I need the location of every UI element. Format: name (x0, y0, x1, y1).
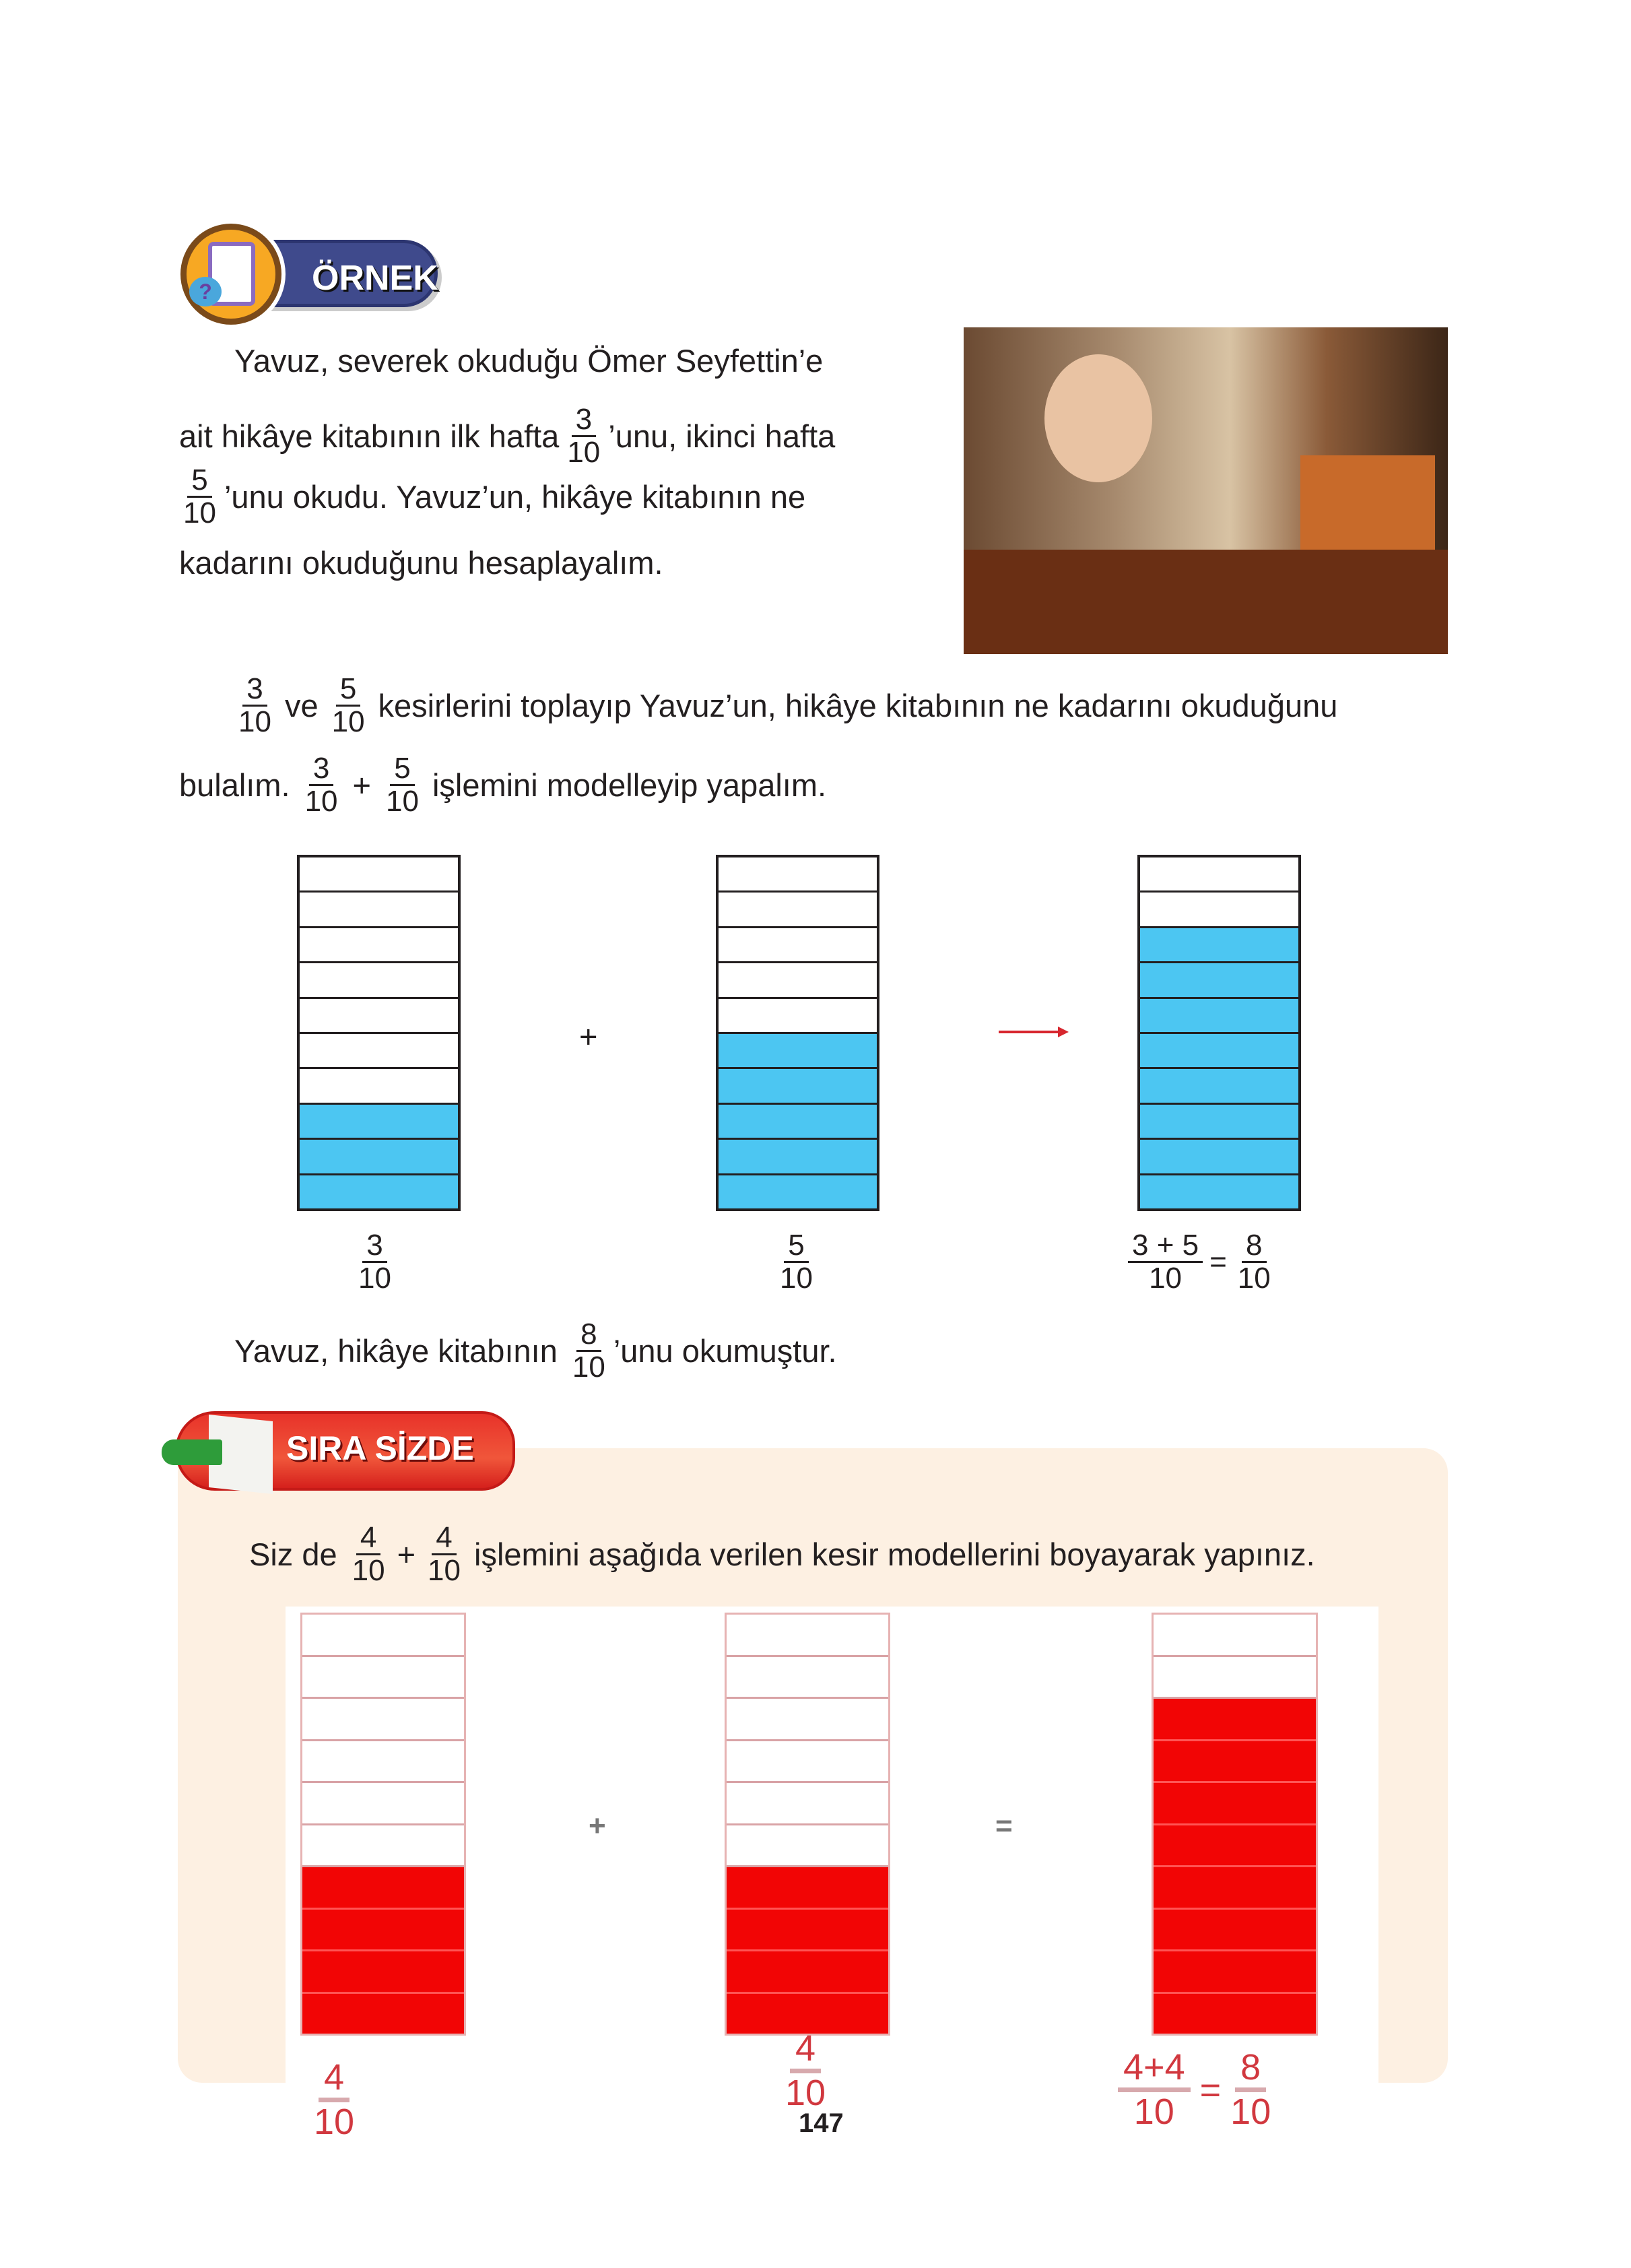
red-fraction-model-bar (1152, 1613, 1318, 2036)
shaded-cell (300, 1140, 458, 1175)
shaded-cell (727, 1867, 888, 1910)
page-number: 147 (799, 2108, 844, 2138)
empty-cell (302, 1825, 464, 1868)
red-fraction-model-bar (725, 1613, 890, 2036)
boy-reading-photo (964, 327, 1448, 654)
shaded-cell (1154, 1951, 1316, 1994)
red-model-label-1: 4 10 (314, 2057, 355, 2143)
problem-line-3 (179, 465, 886, 529)
problem-text: ait hikâye kitabının ilk hafta (179, 418, 560, 455)
problem-line-4: kadarını okuduğunu hesaplayalım. (179, 545, 663, 581)
empty-cell (727, 1783, 888, 1825)
shaded-cell (727, 1951, 888, 1994)
fraction-model-bar (716, 855, 879, 1211)
shaded-cell (1140, 999, 1298, 1034)
problem-line-2 (179, 404, 886, 468)
empty-cell (302, 1741, 464, 1784)
shaded-cell (1140, 1140, 1298, 1175)
shaded-cell (719, 1069, 877, 1104)
problem-text: ’unu, ikinci hafta (608, 418, 836, 455)
arrow-right-icon (999, 1024, 1070, 1040)
example-badge (180, 224, 444, 325)
shaded-cell (719, 1140, 877, 1175)
fraction: 3 10 (304, 752, 338, 818)
shaded-cell (1140, 1069, 1298, 1104)
empty-cell (300, 928, 458, 963)
explain-line-1 (234, 674, 1337, 738)
clipboard-question-icon: ? (180, 224, 281, 325)
fraction: 3 10 (238, 672, 271, 739)
empty-cell (727, 1741, 888, 1784)
red-fraction-model-bar (300, 1613, 466, 2036)
shaded-cell (1154, 1994, 1316, 2034)
fraction: 3 10 (567, 403, 601, 469)
shaded-cell (1154, 1825, 1316, 1868)
empty-cell (719, 928, 877, 963)
equals-sign: = (995, 1809, 1013, 1842)
shaded-cell (300, 1105, 458, 1140)
plus-sign: + (352, 767, 371, 804)
shaded-cell (300, 1175, 458, 1208)
shaded-cell (302, 1867, 464, 1910)
model-label-1: 3 10 (358, 1229, 391, 1295)
explain-line-2 (179, 753, 826, 817)
empty-cell (1140, 893, 1298, 928)
empty-cell (300, 857, 458, 893)
plus-sign: + (589, 1809, 606, 1842)
shaded-cell (302, 1994, 464, 2034)
empty-cell (1140, 857, 1298, 893)
your-turn-badge (162, 1404, 517, 1494)
shaded-cell (1140, 1175, 1298, 1208)
explain-text: kesirlerini toplayıp Yavuz’un, hikâye kitabının ne kadarını okuduğunu (378, 688, 1338, 724)
explain-text: bulalım. (179, 767, 290, 804)
fraction-model-bar (297, 855, 461, 1211)
pencil-icon (162, 1439, 222, 1465)
example-badge-label: ÖRNEK (312, 259, 438, 298)
empty-cell (1154, 1657, 1316, 1699)
shaded-cell (719, 1175, 877, 1208)
empty-cell (719, 999, 877, 1034)
shaded-cell (719, 1105, 877, 1140)
shaded-cell (719, 1034, 877, 1069)
empty-cell (719, 893, 877, 928)
empty-cell (302, 1783, 464, 1825)
fraction-model-bar (1137, 855, 1301, 1211)
problem-text: ’unu okudu. Yavuz’un, hikâye kitabının ne (224, 479, 806, 515)
shaded-cell (1140, 1105, 1298, 1140)
conclusion: Yavuz, hikâye kitabının 8 10 ’unu okumuştur. (234, 1318, 837, 1384)
empty-cell (300, 963, 458, 998)
empty-cell (302, 1699, 464, 1741)
your-turn-instruction: Siz de 4 10 + $\frac{4}{10}$ işlemini aşağıda verilen kesir modellerini boyayarak yapınız. (249, 1521, 1315, 1588)
empty-cell (300, 1069, 458, 1104)
red-model-label-2: 4 10 (785, 2028, 826, 2114)
fraction: 5 10 (331, 672, 365, 739)
shaded-cell (1154, 1783, 1316, 1825)
empty-cell (302, 1657, 464, 1699)
explain-text: işlemini modelleyip yapalım. (432, 767, 827, 804)
plus-sign: + (579, 1018, 598, 1054)
empty-cell (719, 963, 877, 998)
shaded-cell (302, 1910, 464, 1952)
empty-cell (300, 1034, 458, 1069)
explain-text: ve (284, 688, 319, 724)
shaded-cell (1154, 1699, 1316, 1741)
empty-cell (300, 893, 458, 928)
fraction: 5 10 (183, 463, 216, 530)
shaded-cell (1140, 928, 1298, 963)
problem-line-1: Yavuz, severek okuduğu Ömer Seyfettin’e (234, 343, 824, 379)
shaded-cell (727, 1910, 888, 1952)
shaded-cell (1154, 1741, 1316, 1784)
empty-cell (719, 857, 877, 893)
shaded-cell (1140, 963, 1298, 998)
your-turn-label: SIRA SİZDE (286, 1429, 474, 1467)
red-model-result-label: $\frac{4+4}{10}$ = $\frac{8}{10}$ (1118, 2048, 1271, 2133)
empty-cell (727, 1699, 888, 1741)
model-result-label: $\frac{3 + 5}{10}$ = $\frac{8}{10}$ (1128, 1230, 1275, 1294)
empty-cell (727, 1825, 888, 1868)
empty-cell (727, 1657, 888, 1699)
shaded-cell (302, 1951, 464, 1994)
empty-cell (1154, 1615, 1316, 1657)
shaded-cell (1154, 1867, 1316, 1910)
fraction: $\frac{5}{10}$ (385, 752, 419, 818)
empty-cell (302, 1615, 464, 1657)
shaded-cell (1140, 1034, 1298, 1069)
shaded-cell (1154, 1910, 1316, 1952)
empty-cell (727, 1615, 888, 1657)
model-label-2: 5 10 (780, 1229, 813, 1295)
empty-cell (300, 999, 458, 1034)
